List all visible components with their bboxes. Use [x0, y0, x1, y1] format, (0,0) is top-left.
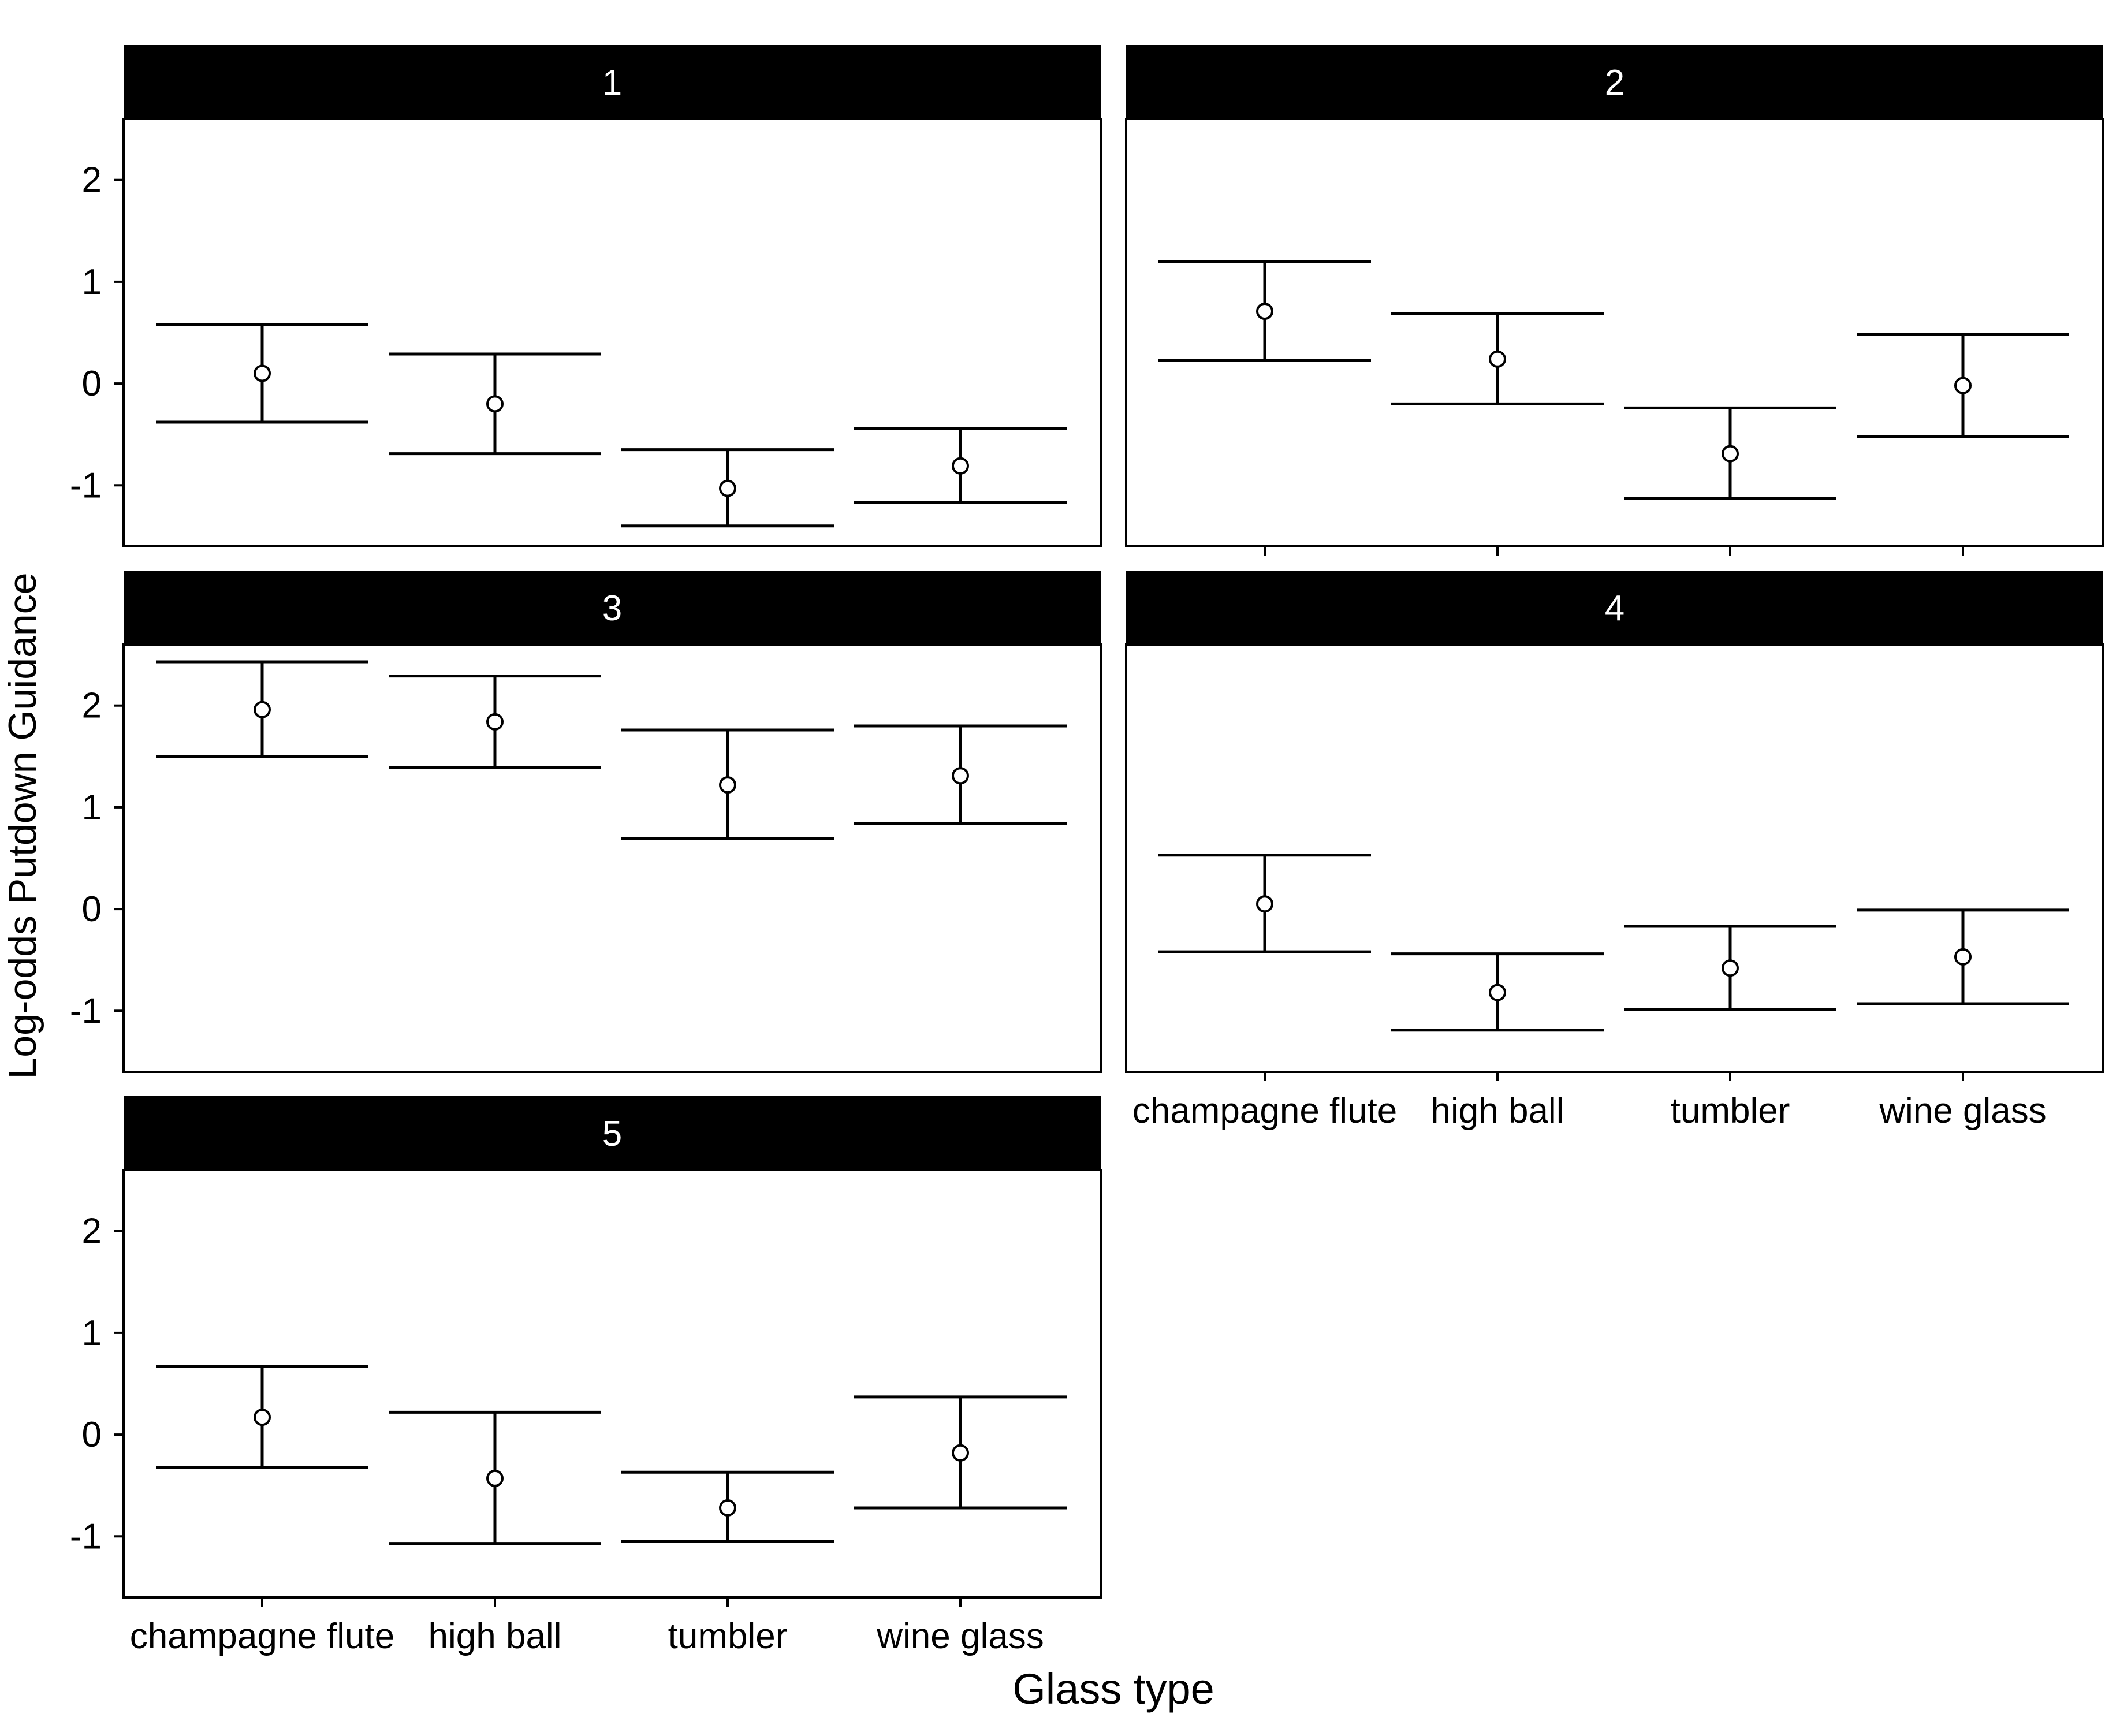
- estimate-point: [720, 1500, 735, 1515]
- estimate-point: [255, 366, 270, 381]
- estimate-point: [1955, 949, 1970, 964]
- x-axis-title: Glass type: [1012, 1665, 1214, 1713]
- plot-frame: [1126, 645, 2103, 1072]
- facet-label: 2: [1604, 63, 1625, 103]
- plot-frame: [124, 119, 1101, 546]
- estimate-point: [1723, 446, 1738, 461]
- plot-frame: [1126, 119, 2103, 546]
- estimate-point: [953, 459, 968, 474]
- x-tick-label: champagne flute: [1132, 1091, 1398, 1131]
- estimate-point: [1490, 985, 1505, 1000]
- estimate-point: [1490, 352, 1505, 367]
- x-tick-label: tumbler: [668, 1616, 788, 1656]
- x-tick-label: high ball: [428, 1616, 562, 1656]
- y-tick-label: -1: [69, 1517, 102, 1557]
- estimate-point: [1257, 896, 1272, 911]
- panel-2: [1126, 45, 2103, 605]
- panel-5: [70, 1096, 1101, 1656]
- facet-label: 4: [1604, 588, 1625, 628]
- estimate-point: [953, 768, 968, 783]
- estimate-point: [487, 1471, 502, 1486]
- estimate-point: [255, 702, 270, 717]
- panel-1: [70, 45, 1101, 546]
- estimate-point: [720, 481, 735, 496]
- y-tick-label: 2: [81, 160, 102, 200]
- y-tick-label: 0: [81, 364, 102, 404]
- estimate-point: [1257, 304, 1272, 319]
- y-tick-label: 1: [81, 1313, 102, 1353]
- estimate-point: [953, 1446, 968, 1461]
- estimate-point: [1723, 960, 1738, 975]
- estimate-point: [487, 714, 502, 729]
- panels: [70, 45, 2103, 1656]
- y-tick-label: 0: [81, 1415, 102, 1455]
- x-tick-label: champagne flute: [129, 1616, 395, 1656]
- x-tick-label: high ball: [1430, 1091, 1564, 1131]
- panel-3: [70, 571, 1101, 1072]
- y-tick-label: 1: [81, 262, 102, 302]
- facet-label: 3: [602, 588, 623, 628]
- x-tick-label: tumbler: [1670, 1091, 1790, 1131]
- y-tick-label: -1: [69, 991, 102, 1031]
- estimate-point: [487, 396, 502, 411]
- x-tick-label: wine glass: [877, 1616, 1044, 1656]
- panel-4: [1126, 571, 2103, 1131]
- y-tick-label: 1: [81, 787, 102, 828]
- y-tick-label: -1: [69, 465, 102, 506]
- x-tick-label: wine glass: [1879, 1091, 2047, 1131]
- y-tick-label: 2: [81, 686, 102, 726]
- y-tick-label: 2: [81, 1211, 102, 1251]
- estimate-point: [255, 1410, 270, 1425]
- facet-label: 5: [602, 1114, 623, 1154]
- y-axis-title: Log-odds Putdown Guidance: [1, 572, 44, 1079]
- plot-frame: [124, 1170, 1101, 1597]
- y-tick-label: 0: [81, 889, 102, 930]
- facet-label: 1: [602, 63, 623, 103]
- estimate-point: [1955, 378, 1970, 393]
- estimate-point: [720, 777, 735, 792]
